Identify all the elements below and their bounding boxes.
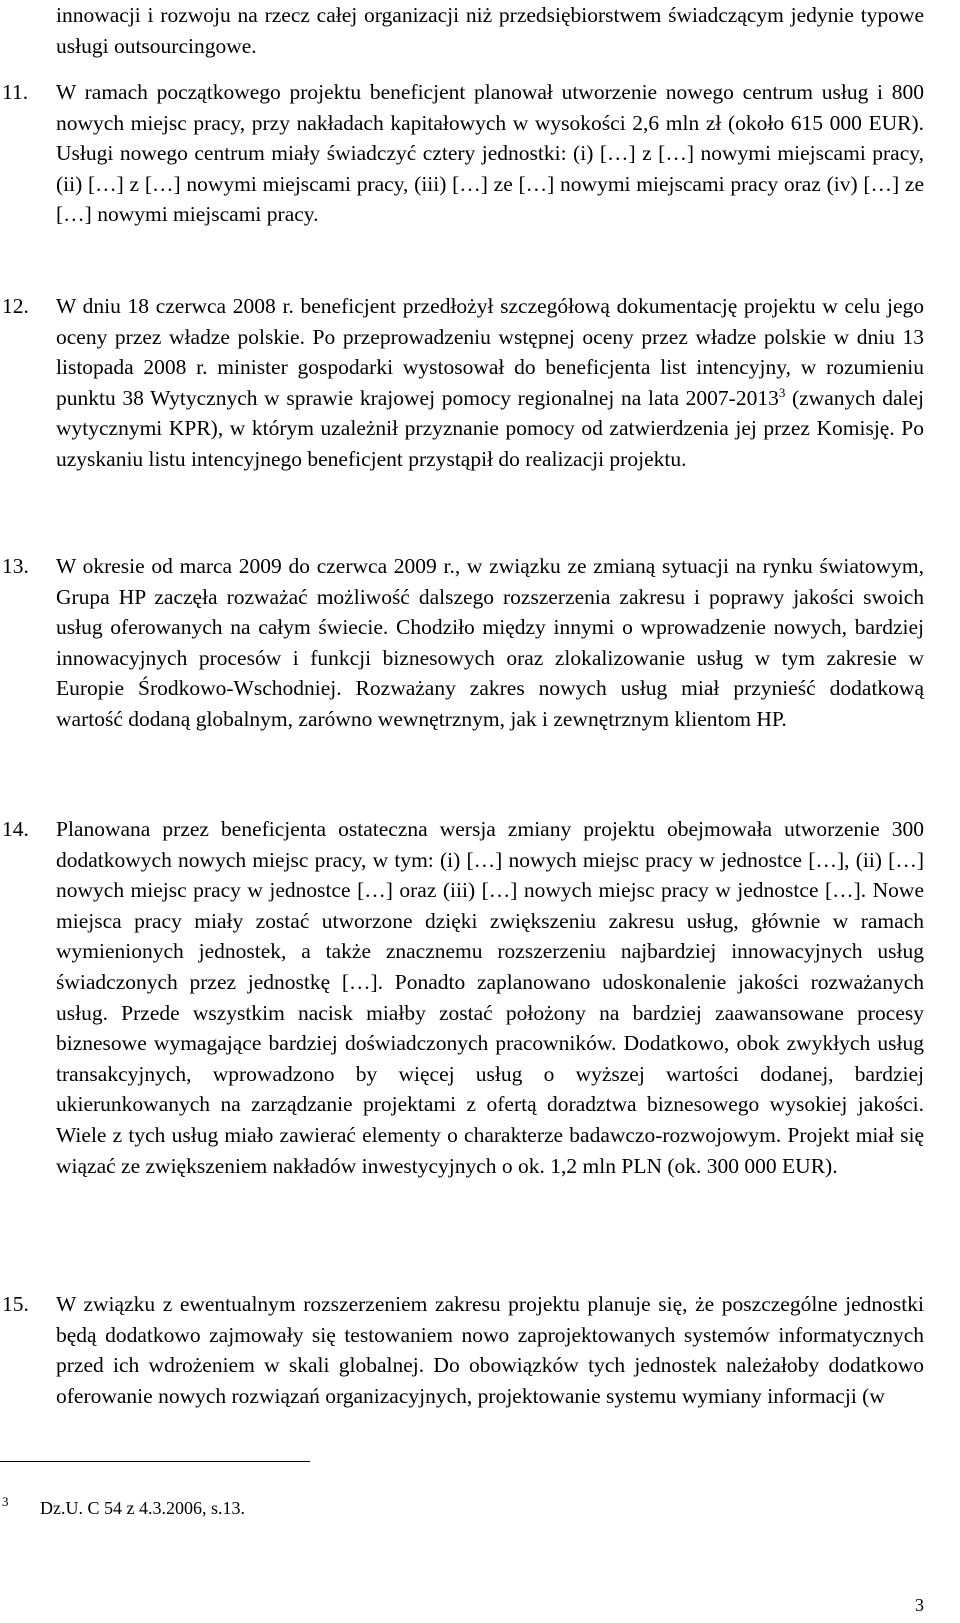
paragraph-text: W związku z ewentualnym rozszerzeniem zakresu projektu planuje się, że poszczególne jednostki będą dodatkowo zajmowały się testowaniem nowo zaprojektowanych systemów informatycznych przed ich wdrożeniem w skali globalnej. Do obowiązków tych jednostek należałoby dodatkowo oferowanie nowych rozwiązań organizacyjnych, projektowanie systemu wymiany informacji (w (56, 1292, 924, 1408)
footnote-reference: 3 (778, 384, 786, 400)
footnote-separator (0, 1461, 310, 1462)
paragraph-text (56, 291, 924, 475)
paragraph-number: 14. (2, 817, 29, 841)
intro-text: innowacji i rozwoju na rzecz całej organizacji niż przedsiębiorstwem świadczącym jedynie typowe usługi outsourcingowe. (56, 3, 924, 58)
paragraph-text-part: (zwanych dalej wytycznymi KPR), w którym uzależnił przyznanie pomocy od zatwierdzenia jej przez Komisję. Po uzyskaniu listu intencyjnego beneficjent przystąpił do realizacji projektu. (56, 385, 924, 471)
paragraph-number: 15. (2, 1292, 29, 1316)
paragraph-text: W okresie od marca 2009 do czerwca 2009 r., w związku ze zmianą sytuacji na rynku światowym, Grupa HP zaczęła rozważać możliwość dalszego rozszerzenia zakresu i poprawy jakości swoich usług oferowanych na całym świecie. Chodziło między innymi o wprowadzenie nowych, bardziej innowacyjnych procesów i funkcji biznesowych oraz zlokalizowanie usług w tym zakresie w Europie Środkowo-Wschodniej. Rozważany zakres nowych usług miał przynieść dodatkową wartość dodaną globalnym, zarówno wewnętrznym, jak i zewnętrznym klientom HP. (56, 554, 924, 731)
footnote-mark: 3 (2, 1494, 9, 1509)
paragraph-number: 13. (2, 554, 29, 578)
paragraph-text: Planowana przez beneficjenta ostateczna wersja zmiany projektu obejmowała utworzenie 300 dodatkowych nowych miejsc pracy, w tym: (i) […] nowych miejsc pracy w jednostce […], (ii) […] nowych miejsc pracy w jednostce […] oraz (iii) […] nowych miejsc pracy w jednostce […]. Nowe miejsca pracy miały zostać utworzone dzięki zwiększeniu zakresu usług, głównie w ramach wymienionych jednostek, a także znacznemu rozszerzeniu najbardziej innowacyjnych usług świadczonych przez jednostkę […]. Ponadto zaplanowano udoskonalenie jakości rozważanych usług. Przede wszystkim nacisk miałby zostać położony na bardziej zaawansowane procesy biznesowe wymagające bardziej doświadczonych pracowników. Dodatkowo, obok zwykłych usług transakcyjnych, wprowadzono by więcej usług o wyższej wartości dodanej, bardziej ukierunkowanych na zarządzanie projektami z ofertą doradztwa biznesowego wysokiej jakości. Wiele z tych usług miało zawierać elementy o charakterze badawczo-rozwojowym. Projekt miał się wiązać ze zwiększeniem nakładów inwestycyjnych o ok. 1,2 mln PLN (ok. 300 000 EUR). (56, 817, 924, 1178)
paragraph-number: 12. (2, 294, 29, 318)
paragraph-number: 11. (2, 80, 29, 104)
page-number: 3 (915, 1595, 924, 1615)
paragraph-text: W ramach początkowego projektu beneficjent planował utworzenie nowego centrum usług i 800 nowych miejsc pracy, przy nakładach kapitałowych w wysokości 2,6 mln zł (około 615 000 EUR). Usługi nowego centrum miały świadczyć cztery jednostki: (i) […] z […] nowymi miejscami pracy, (ii) […] z […] nowymi miejscami pracy, (iii) […] ze […] nowymi miejscami pracy oraz (iv) […] ze […] nowymi miejscami pracy. (56, 80, 924, 227)
paragraph-text-part: W dniu 18 czerwca 2008 r. beneficjent przedłożył szczegółową dokumentację projektu w celu jego oceny przez władze polskie. Po przeprowadzeniu wstępnej oceny przez władze polskie w dniu 13 listopada 2008 r. minister gospodarki wystosował do beneficjenta list intencyjny, w rozumieniu punktu 38 Wytycznych w sprawie krajowej pomocy regionalnej na lata 2007-2013 (56, 294, 924, 410)
footnote-text: Dz.U. C 54 z 4.3.2006, s.13. (40, 1498, 245, 1518)
